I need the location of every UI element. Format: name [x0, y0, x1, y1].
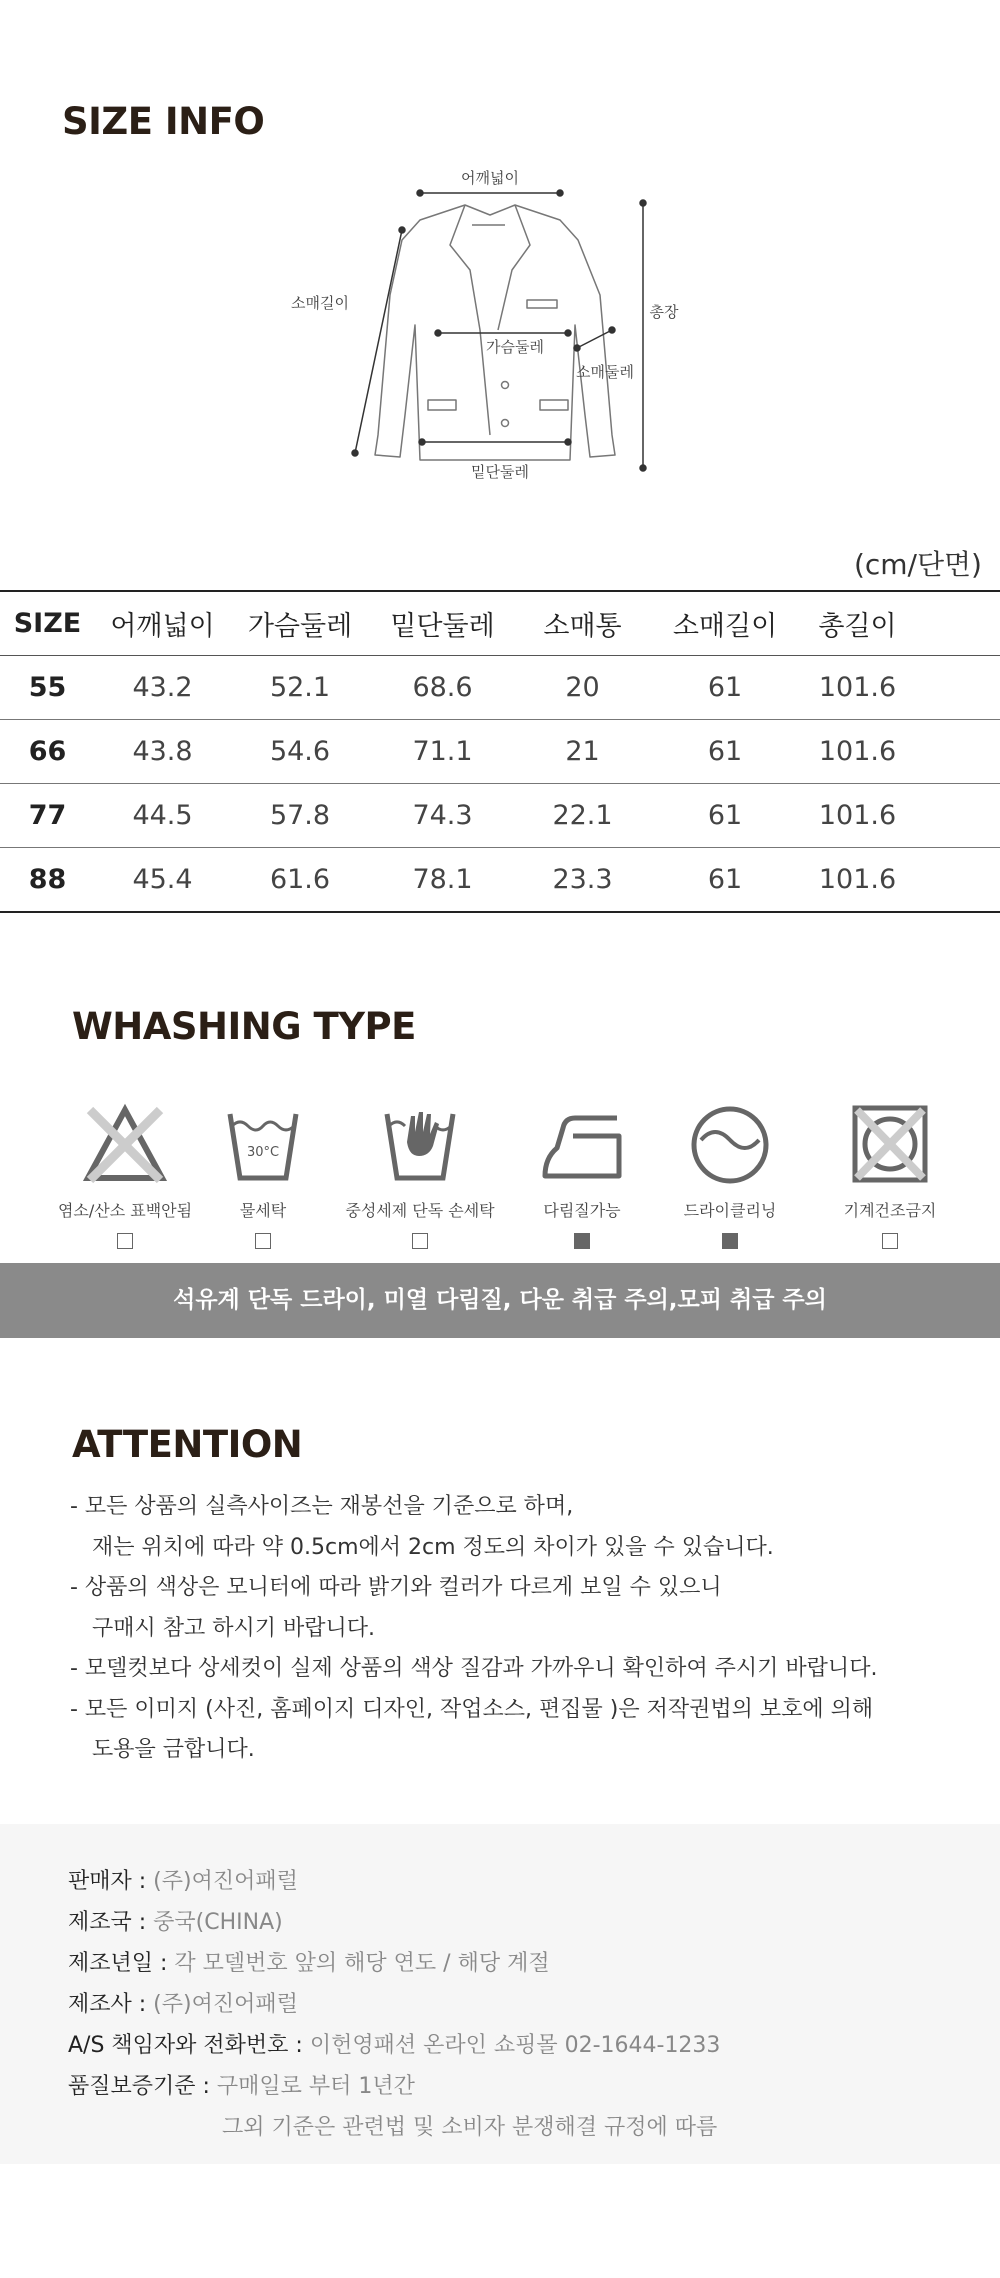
attention-line: - 모든 이미지 (사진, 홈페이지 디자인, 작업소스, 편집물 )은 저작권법의 보호에 의해 — [70, 1696, 874, 1722]
table-cell: 54.6 — [230, 720, 370, 784]
table-cell: 74.3 — [370, 784, 515, 848]
date-label: 제조년일 : — [68, 1951, 175, 1976]
product-info-footer — [0, 1824, 1000, 2164]
total-length-label: 총장 — [649, 303, 679, 321]
country-row — [68, 1905, 283, 1936]
attention-line: - 모델컷보다 상세컷이 실제 상품의 색상 질감과 가까우니 확인하여 주시기 바랍니다. — [70, 1656, 878, 1681]
attention-line: - 상품의 색상은 모니터에 따라 밝기와 컬러가 다르게 보일 수 있으니 — [70, 1575, 722, 1600]
attention-title: ATTENTION — [72, 1423, 303, 1466]
table-cell: 57.8 — [230, 784, 370, 848]
size-cell: 66 — [0, 720, 95, 784]
machine-wash-icon — [218, 1100, 308, 1190]
wash-item-hand-wash — [335, 1100, 505, 1249]
wash-item-no-tumble-dry — [805, 1100, 975, 1249]
size-cell: 77 — [0, 784, 95, 848]
table-cell: 52.1 — [230, 656, 370, 720]
dry-clean-icon — [685, 1100, 775, 1190]
table-header-row — [0, 591, 1000, 656]
header-cell: 총길이 — [800, 591, 915, 656]
table-cell: 61 — [650, 656, 800, 720]
table-cell: 71.1 — [370, 720, 515, 784]
table-cell: 43.2 — [95, 656, 230, 720]
table-cell: 68.6 — [370, 656, 515, 720]
attention-line: - 모든 상품의 실측사이즈는 재봉선을 기준으로 하며, — [70, 1494, 574, 1519]
care-notice-banner: 석유계 단독 드라이, 미열 다림질, 다운 취급 주의,모피 취급 주의 — [0, 1263, 1000, 1338]
maker-value: (주)여진어패럴 — [153, 1992, 298, 2017]
header-cell: 밑단둘레 — [370, 591, 515, 656]
maker-row — [68, 1987, 298, 2018]
size-info-title: SIZE INFO — [62, 100, 265, 143]
sleeve-length-label: 소매길이 — [291, 294, 349, 312]
table-cell: 45.4 — [95, 848, 230, 913]
table-cell: 21 — [515, 720, 650, 784]
header-spacer — [915, 591, 1000, 656]
table-cell: 20 — [515, 656, 650, 720]
wash-checkbox — [255, 1233, 271, 1249]
table-cell: 61 — [650, 848, 800, 913]
size-cell: 88 — [0, 848, 95, 913]
date-row — [68, 1946, 550, 1977]
wash-item-dry-clean — [645, 1100, 815, 1249]
wash-label: 다림질가능 — [543, 1201, 621, 1220]
table-cell: 101.6 — [800, 848, 915, 913]
sleeve-circ-label: 소매둘레 — [576, 363, 634, 381]
wash-temp: 30°C — [246, 1145, 280, 1160]
table-spacer — [915, 848, 1000, 913]
other-standard: 그외 기준은 관련법 및 소비자 분쟁해결 규정에 따름 — [222, 2115, 718, 2140]
wash-label: 염소/산소 표백안됨 — [57, 1201, 193, 1220]
country-value: 중국(CHINA) — [153, 1910, 283, 1935]
unit-label: (cm/단면) — [853, 548, 982, 581]
washing-title: WHASHING TYPE — [72, 1005, 416, 1048]
wash-item-machine-wash — [178, 1100, 348, 1249]
table-spacer — [915, 784, 1000, 848]
wash-checkbox — [882, 1233, 898, 1249]
header-cell: 소매길이 — [650, 591, 800, 656]
header-cell: SIZE — [0, 591, 95, 656]
seller-label: 판매자 : — [68, 1869, 154, 1894]
wash-label: 드라이클리닝 — [683, 1201, 777, 1220]
table-row — [0, 656, 1000, 720]
table-spacer — [915, 720, 1000, 784]
as-label: A/S 책임자와 전화번호 : — [68, 2033, 310, 2058]
table-cell: 61 — [650, 784, 800, 848]
hem-label: 밑단둘레 — [471, 463, 529, 481]
iron-icon — [537, 1100, 627, 1190]
jacket-measurement-diagram — [291, 165, 700, 485]
table-row — [0, 784, 1000, 848]
warranty-value: 구매일로 부터 1년간 — [216, 2074, 415, 2099]
wash-checkbox-checked — [722, 1233, 738, 1249]
table-cell: 44.5 — [95, 784, 230, 848]
table-row — [0, 848, 1000, 913]
table-cell: 22.1 — [515, 784, 650, 848]
table-spacer — [915, 656, 1000, 720]
wash-label: 물세탁 — [239, 1201, 287, 1220]
chest-label: 가슴둘레 — [486, 338, 544, 356]
warranty-label: 품질보증기준 : — [68, 2074, 217, 2099]
hand-wash-icon — [375, 1100, 465, 1190]
table-cell: 43.8 — [95, 720, 230, 784]
seller-value: (주)여진어패럴 — [153, 1869, 298, 1894]
shoulder-label: 어깨넓이 — [461, 169, 519, 187]
as-value: 이헌영패션 온라인 쇼핑몰 02-1644-1233 — [309, 2033, 721, 2058]
warranty-row — [68, 2069, 415, 2100]
header-cell: 가슴둘레 — [230, 591, 370, 656]
table-cell: 101.6 — [800, 656, 915, 720]
no-tumble-dry-icon — [845, 1100, 935, 1190]
size-cell: 55 — [0, 656, 95, 720]
table-cell: 78.1 — [370, 848, 515, 913]
attention-line: 도용을 금합니다. — [92, 1737, 255, 1762]
table-cell: 101.6 — [800, 784, 915, 848]
wash-item-iron — [497, 1100, 667, 1249]
attention-list — [70, 1487, 877, 1771]
header-cell: 어깨넓이 — [95, 591, 230, 656]
wash-label: 중성세제 단독 손세탁 — [345, 1201, 495, 1220]
wash-checkbox — [412, 1233, 428, 1249]
wash-label: 기계건조금지 — [843, 1201, 937, 1220]
header-cell: 소매통 — [515, 591, 650, 656]
no-bleach-icon — [80, 1100, 170, 1190]
table-cell: 23.3 — [515, 848, 650, 913]
attention-line: 구매시 참고 하시기 바랍니다. — [92, 1615, 375, 1641]
maker-label: 제조사 : — [68, 1992, 154, 2017]
table-cell: 101.6 — [800, 720, 915, 784]
table-cell: 61.6 — [230, 848, 370, 913]
table-cell: 61 — [650, 720, 800, 784]
country-label: 제조국 : — [68, 1910, 154, 1935]
attention-line: 재는 위치에 따라 약 0.5cm에서 2cm 정도의 차이가 있을 수 있습니다. — [92, 1534, 774, 1560]
wash-checkbox-checked — [574, 1233, 590, 1249]
wash-checkbox — [117, 1233, 133, 1249]
date-value: 각 모델번호 앞의 해당 연도 / 해당 계절 — [174, 1951, 550, 1976]
size-table — [0, 590, 1000, 913]
table-row — [0, 720, 1000, 784]
as-row — [68, 2028, 720, 2059]
seller-row — [68, 1864, 298, 1895]
